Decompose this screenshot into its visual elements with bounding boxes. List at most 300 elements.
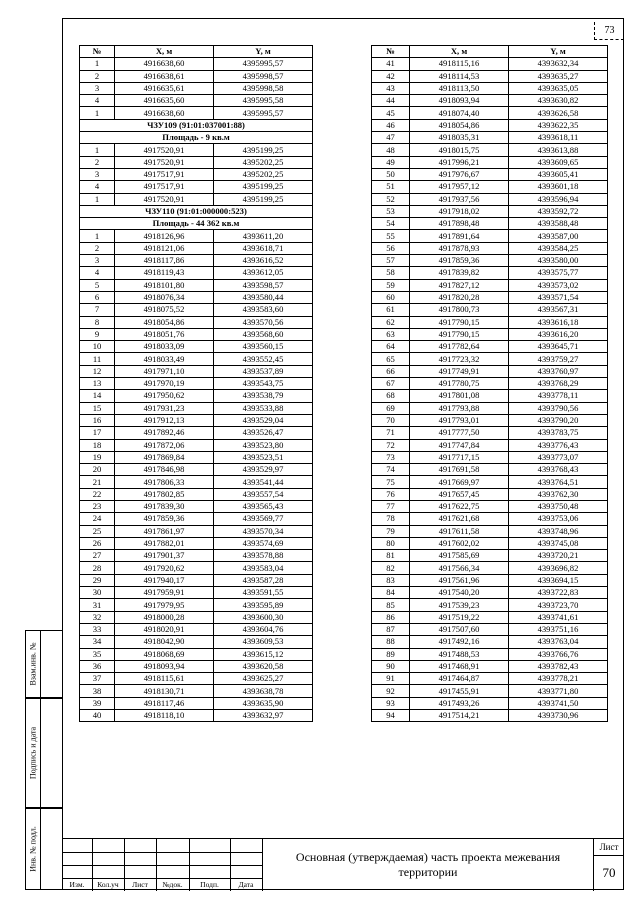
x-coordinate-cell: 4918074,40	[410, 107, 509, 119]
x-coordinate-cell: 4917517,91	[115, 181, 214, 193]
x-coordinate-cell: 4917519,22	[410, 611, 509, 623]
table-row	[372, 402, 608, 414]
point-number-cell: 66	[372, 365, 410, 377]
y-coordinate-cell: 4393573,02	[509, 279, 608, 291]
y-coordinate-cell: 4393612,05	[214, 267, 313, 279]
point-number-cell: 65	[372, 353, 410, 365]
table-row	[80, 242, 313, 254]
table-row	[372, 710, 608, 722]
x-coordinate-cell: 4918000,28	[115, 611, 214, 623]
table-row	[80, 365, 313, 377]
x-coordinate-cell: 4917827,12	[410, 279, 509, 291]
stamp-col-sheet: Лист	[132, 880, 148, 889]
x-coordinate-cell: 4917898,48	[410, 218, 509, 230]
point-number-cell: 1	[80, 144, 115, 156]
title-block	[62, 838, 624, 891]
table-row	[372, 500, 608, 512]
y-coordinate-cell: 4395998,58	[214, 82, 313, 94]
y-coordinate-cell: 4393778,21	[509, 673, 608, 685]
x-coordinate-cell: 4917950,62	[115, 390, 214, 402]
point-number-cell: 1	[80, 193, 115, 205]
x-coordinate-cell: 4917869,84	[115, 451, 214, 463]
y-coordinate-cell: 4393567,31	[509, 304, 608, 316]
x-coordinate-cell: 4917507,60	[410, 623, 509, 635]
point-number-cell: 31	[80, 599, 115, 611]
y-coordinate-cell: 4393600,30	[214, 611, 313, 623]
y-coordinate-cell: 4393790,20	[509, 414, 608, 426]
table-row	[372, 562, 608, 574]
y-coordinate-cell: 4393523,51	[214, 451, 313, 463]
y-coordinate-cell: 4393750,48	[509, 500, 608, 512]
point-number-cell: 70	[372, 414, 410, 426]
table-row	[80, 230, 313, 242]
x-coordinate-cell: 4917892,46	[115, 427, 214, 439]
revision-grid	[62, 839, 262, 891]
section-title: ЧЗУ110 (91:01:000000:523)	[80, 205, 313, 217]
table-row	[80, 144, 313, 156]
table-row	[372, 316, 608, 328]
x-coordinate-cell: 4917859,36	[410, 255, 509, 267]
point-number-cell: 22	[80, 488, 115, 500]
x-coordinate-cell: 4917820,28	[410, 291, 509, 303]
point-number-cell: 19	[80, 451, 115, 463]
y-coordinate-cell: 4393620,58	[214, 660, 313, 672]
stamp-col-count: Кол.уч	[97, 880, 119, 889]
y-coordinate-cell: 4393580,00	[509, 255, 608, 267]
table-row	[372, 599, 608, 611]
y-coordinate-cell: 4393722,83	[509, 587, 608, 599]
table-row	[372, 685, 608, 697]
point-number-cell: 26	[80, 537, 115, 549]
point-number-cell: 37	[80, 673, 115, 685]
section-title: Площадь - 44 362 кв.м	[80, 218, 313, 230]
table-row	[80, 58, 313, 70]
table-row	[372, 673, 608, 685]
point-number-cell: 42	[372, 70, 410, 82]
point-number-cell: 12	[80, 365, 115, 377]
point-number-cell: 35	[80, 648, 115, 660]
x-coordinate-cell: 4917891,64	[410, 230, 509, 242]
x-coordinate-cell: 4917793,88	[410, 402, 509, 414]
table-row	[372, 168, 608, 180]
y-coordinate-cell: 4393694,15	[509, 574, 608, 586]
x-coordinate-cell: 4917488,53	[410, 648, 509, 660]
x-coordinate-cell: 4918119,43	[115, 267, 214, 279]
point-number-cell: 39	[80, 697, 115, 709]
table-row	[372, 636, 608, 648]
sheet-number: 73	[594, 22, 624, 40]
table-row	[80, 673, 313, 685]
point-number-cell: 72	[372, 439, 410, 451]
y-coordinate-cell: 4393790,56	[509, 402, 608, 414]
x-coordinate-cell: 4917621,68	[410, 513, 509, 525]
table-row	[80, 464, 313, 476]
y-coordinate-cell: 4393782,43	[509, 660, 608, 672]
x-coordinate-cell: 4917959,91	[115, 587, 214, 599]
point-number-cell: 57	[372, 255, 410, 267]
side-box-replacement	[25, 630, 62, 698]
y-coordinate-cell: 4393768,43	[509, 464, 608, 476]
table-row	[80, 427, 313, 439]
y-coordinate-cell: 4393720,21	[509, 550, 608, 562]
y-coordinate-cell: 4393773,07	[509, 451, 608, 463]
point-number-cell: 9	[80, 328, 115, 340]
y-coordinate-cell: 4393764,51	[509, 476, 608, 488]
table-row	[372, 267, 608, 279]
x-coordinate-cell: 4918035,31	[410, 132, 509, 144]
y-coordinate-cell: 4393696,82	[509, 562, 608, 574]
point-number-cell: 76	[372, 488, 410, 500]
sheet-page-number: 70	[602, 865, 616, 880]
table-row	[80, 70, 313, 82]
point-number-cell: 60	[372, 291, 410, 303]
point-number-cell: 69	[372, 402, 410, 414]
x-coordinate-cell: 4917957,12	[410, 181, 509, 193]
y-coordinate-cell: 4393632,97	[214, 710, 313, 722]
y-coordinate-cell: 4393609,53	[214, 636, 313, 648]
point-number-cell: 33	[80, 623, 115, 635]
x-coordinate-cell: 4917493,26	[410, 697, 509, 709]
x-coordinate-cell: 4917801,08	[410, 390, 509, 402]
x-coordinate-cell: 4917455,91	[410, 685, 509, 697]
y-coordinate-cell: 4393587,28	[214, 574, 313, 586]
point-number-cell: 2	[80, 242, 115, 254]
y-coordinate-cell: 4393601,18	[509, 181, 608, 193]
y-coordinate-cell: 4393538,79	[214, 390, 313, 402]
point-number-cell: 91	[372, 673, 410, 685]
x-coordinate-cell: 4918114,53	[410, 70, 509, 82]
point-number-cell: 82	[372, 562, 410, 574]
table-row	[372, 574, 608, 586]
point-number-cell: 15	[80, 402, 115, 414]
x-coordinate-cell: 4917872,06	[115, 439, 214, 451]
y-coordinate-cell: 4393537,89	[214, 365, 313, 377]
point-number-cell: 46	[372, 119, 410, 131]
x-coordinate-cell: 4917602,02	[410, 537, 509, 549]
table-row	[372, 648, 608, 660]
y-coordinate-cell: 4393613,88	[509, 144, 608, 156]
y-coordinate-cell: 4393529,04	[214, 414, 313, 426]
side-box-signature	[25, 698, 62, 808]
point-number-cell: 53	[372, 205, 410, 217]
x-coordinate-cell: 4917749,91	[410, 365, 509, 377]
point-number-cell: 36	[80, 660, 115, 672]
table-row	[372, 230, 608, 242]
table-row	[372, 205, 608, 217]
y-coordinate-cell: 4393638,78	[214, 685, 313, 697]
point-number-cell: 47	[372, 132, 410, 144]
point-number-cell: 40	[80, 710, 115, 722]
table-row	[372, 156, 608, 168]
y-coordinate-cell: 4393762,30	[509, 488, 608, 500]
point-number-cell: 13	[80, 378, 115, 390]
point-number-cell: 17	[80, 427, 115, 439]
x-coordinate-cell: 4917691,58	[410, 464, 509, 476]
y-coordinate-cell: 4393630,82	[509, 95, 608, 107]
table-row	[80, 611, 313, 623]
y-coordinate-cell: 4393584,25	[509, 242, 608, 254]
point-number-cell: 2	[80, 156, 115, 168]
point-number-cell: 6	[80, 291, 115, 303]
x-coordinate-cell: 4917793,01	[410, 414, 509, 426]
table-row	[372, 660, 608, 672]
point-number-cell: 67	[372, 378, 410, 390]
point-number-cell: 14	[80, 390, 115, 402]
table-row	[372, 242, 608, 254]
x-coordinate-cell: 4917669,97	[410, 476, 509, 488]
x-coordinate-cell: 4917723,32	[410, 353, 509, 365]
x-coordinate-cell: 4917971,10	[115, 365, 214, 377]
table-row	[80, 267, 313, 279]
x-coordinate-cell: 4916638,60	[115, 58, 214, 70]
header-y: Y, м	[509, 46, 608, 58]
table-row	[372, 353, 608, 365]
x-coordinate-cell: 4917468,91	[410, 660, 509, 672]
point-number-cell: 30	[80, 587, 115, 599]
y-coordinate-cell: 4393618,11	[509, 132, 608, 144]
x-coordinate-cell: 4917517,91	[115, 168, 214, 180]
y-coordinate-cell: 4395199,25	[214, 181, 313, 193]
y-coordinate-cell: 4393583,60	[214, 304, 313, 316]
point-number-cell: 11	[80, 353, 115, 365]
point-number-cell: 28	[80, 562, 115, 574]
table-row	[372, 132, 608, 144]
y-coordinate-cell: 4393611,20	[214, 230, 313, 242]
table-row	[80, 550, 313, 562]
table-row	[372, 291, 608, 303]
point-number-cell: 86	[372, 611, 410, 623]
x-coordinate-cell: 4918015,75	[410, 144, 509, 156]
x-coordinate-cell: 4917790,15	[410, 316, 509, 328]
point-number-cell: 38	[80, 685, 115, 697]
table-row	[372, 611, 608, 623]
y-coordinate-cell: 4395995,57	[214, 107, 313, 119]
point-number-cell: 51	[372, 181, 410, 193]
y-coordinate-cell: 4393751,16	[509, 623, 608, 635]
section-row	[80, 218, 313, 230]
table-row	[372, 537, 608, 549]
section-row	[80, 205, 313, 217]
point-number-cell: 34	[80, 636, 115, 648]
y-coordinate-cell: 4393632,34	[509, 58, 608, 70]
side-label-signature: Подпись и дата	[28, 726, 38, 780]
stamp-col-date: Дата	[238, 880, 254, 889]
table-row	[372, 144, 608, 156]
point-number-cell: 20	[80, 464, 115, 476]
point-number-cell: 55	[372, 230, 410, 242]
point-number-cell: 79	[372, 525, 410, 537]
x-coordinate-cell: 4917882,01	[115, 537, 214, 549]
table-row	[372, 95, 608, 107]
table-row	[80, 291, 313, 303]
y-coordinate-cell: 4393635,90	[214, 697, 313, 709]
point-number-cell: 84	[372, 587, 410, 599]
y-coordinate-cell: 4393596,94	[509, 193, 608, 205]
side-label-replacement: Взам.инв. №	[28, 642, 38, 686]
y-coordinate-cell: 4393604,76	[214, 623, 313, 635]
side-label-inventory: Инв. № подл.	[28, 826, 38, 872]
x-coordinate-cell: 4917996,21	[410, 156, 509, 168]
y-coordinate-cell: 4393741,61	[509, 611, 608, 623]
point-number-cell: 3	[80, 82, 115, 94]
x-coordinate-cell: 4917800,73	[410, 304, 509, 316]
y-coordinate-cell: 4393580,44	[214, 291, 313, 303]
y-coordinate-cell: 4393625,27	[214, 673, 313, 685]
side-box-inventory	[25, 808, 62, 890]
table-row	[80, 537, 313, 549]
table-row	[80, 156, 313, 168]
point-number-cell: 29	[80, 574, 115, 586]
y-coordinate-cell: 4393583,04	[214, 562, 313, 574]
y-coordinate-cell: 4393768,29	[509, 378, 608, 390]
y-coordinate-cell: 4393723,70	[509, 599, 608, 611]
table-row	[372, 107, 608, 119]
table-row	[372, 193, 608, 205]
y-coordinate-cell: 4393753,06	[509, 513, 608, 525]
x-coordinate-cell: 4917940,17	[115, 574, 214, 586]
y-coordinate-cell: 4393771,80	[509, 685, 608, 697]
y-coordinate-cell: 4395995,58	[214, 95, 313, 107]
table-row	[372, 82, 608, 94]
table-row	[80, 525, 313, 537]
point-number-cell: 93	[372, 697, 410, 709]
point-number-cell: 92	[372, 685, 410, 697]
table-row	[80, 279, 313, 291]
table-row	[80, 636, 313, 648]
x-coordinate-cell: 4917846,98	[115, 464, 214, 476]
header-y: Y, м	[214, 46, 313, 58]
point-number-cell: 27	[80, 550, 115, 562]
y-coordinate-cell: 4393565,43	[214, 500, 313, 512]
y-coordinate-cell: 4395998,57	[214, 70, 313, 82]
point-number-cell: 23	[80, 500, 115, 512]
y-coordinate-cell: 4393615,12	[214, 648, 313, 660]
point-number-cell: 16	[80, 414, 115, 426]
y-coordinate-cell: 4395199,25	[214, 144, 313, 156]
y-coordinate-cell: 4393568,60	[214, 328, 313, 340]
table-row	[80, 353, 313, 365]
x-coordinate-cell: 4918121,06	[115, 242, 214, 254]
x-coordinate-cell: 4917520,91	[115, 193, 214, 205]
stamp-col-change: Изм.	[69, 880, 85, 889]
table-row	[372, 378, 608, 390]
x-coordinate-cell: 4917839,30	[115, 500, 214, 512]
y-coordinate-cell: 4393588,48	[509, 218, 608, 230]
x-coordinate-cell: 4917585,69	[410, 550, 509, 562]
x-coordinate-cell: 4918093,94	[115, 660, 214, 672]
table-row	[372, 328, 608, 340]
y-coordinate-cell: 4393587,00	[509, 230, 608, 242]
table-row	[80, 488, 313, 500]
table-row	[80, 378, 313, 390]
table-row	[80, 181, 313, 193]
x-coordinate-cell: 4918075,52	[115, 304, 214, 316]
x-coordinate-cell: 4917657,45	[410, 488, 509, 500]
table-row	[372, 119, 608, 131]
point-number-cell: 62	[372, 316, 410, 328]
x-coordinate-cell: 4917520,91	[115, 144, 214, 156]
table-row	[372, 279, 608, 291]
point-number-cell: 21	[80, 476, 115, 488]
table-row	[80, 500, 313, 512]
header-x: X, м	[410, 46, 509, 58]
x-coordinate-cell: 4917520,91	[115, 156, 214, 168]
point-number-cell: 88	[372, 636, 410, 648]
y-coordinate-cell: 4393543,75	[214, 378, 313, 390]
header-number: №	[80, 46, 115, 58]
y-coordinate-cell: 4393730,96	[509, 710, 608, 722]
point-number-cell: 75	[372, 476, 410, 488]
table-row	[80, 168, 313, 180]
x-coordinate-cell: 4917777,50	[410, 427, 509, 439]
table-row	[372, 255, 608, 267]
x-coordinate-cell: 4918042,90	[115, 636, 214, 648]
point-number-cell: 41	[372, 58, 410, 70]
y-coordinate-cell: 4393557,54	[214, 488, 313, 500]
point-number-cell: 2	[80, 70, 115, 82]
table-row	[80, 390, 313, 402]
y-coordinate-cell: 4393570,34	[214, 525, 313, 537]
y-coordinate-cell: 4393569,77	[214, 513, 313, 525]
y-coordinate-cell: 4395202,25	[214, 156, 313, 168]
table-row	[80, 648, 313, 660]
table-row	[80, 341, 313, 353]
point-number-cell: 4	[80, 181, 115, 193]
point-number-cell: 81	[372, 550, 410, 562]
x-coordinate-cell: 4916635,60	[115, 95, 214, 107]
x-coordinate-cell: 4918117,46	[115, 697, 214, 709]
stamp-col-sign: Подп.	[200, 880, 219, 889]
x-coordinate-cell: 4917622,75	[410, 500, 509, 512]
table-row	[372, 390, 608, 402]
table-row	[372, 218, 608, 230]
y-coordinate-cell: 4393529,97	[214, 464, 313, 476]
table-row	[80, 402, 313, 414]
x-coordinate-cell: 4918054,86	[115, 316, 214, 328]
point-number-cell: 3	[80, 255, 115, 267]
header-row	[372, 46, 608, 58]
table-row	[372, 464, 608, 476]
point-number-cell: 4	[80, 267, 115, 279]
x-coordinate-cell: 4918051,76	[115, 328, 214, 340]
point-number-cell: 25	[80, 525, 115, 537]
x-coordinate-cell: 4917611,58	[410, 525, 509, 537]
table-row	[80, 95, 313, 107]
point-number-cell: 90	[372, 660, 410, 672]
header-row	[80, 46, 313, 58]
x-coordinate-cell: 4917839,82	[410, 267, 509, 279]
x-coordinate-cell: 4917931,23	[115, 402, 214, 414]
table-row	[80, 439, 313, 451]
y-coordinate-cell: 4393766,76	[509, 648, 608, 660]
x-coordinate-cell: 4918054,86	[410, 119, 509, 131]
x-coordinate-cell: 4917912,13	[115, 414, 214, 426]
point-number-cell: 77	[372, 500, 410, 512]
y-coordinate-cell: 4393571,54	[509, 291, 608, 303]
table-row	[80, 255, 313, 267]
stamp-col-doc: №док.	[162, 880, 183, 889]
table-row	[80, 623, 313, 635]
y-coordinate-cell: 4393778,11	[509, 390, 608, 402]
point-number-cell: 5	[80, 279, 115, 291]
x-coordinate-cell: 4918093,94	[410, 95, 509, 107]
table-row	[372, 550, 608, 562]
point-number-cell: 48	[372, 144, 410, 156]
table-row	[80, 476, 313, 488]
x-coordinate-cell: 4917539,23	[410, 599, 509, 611]
y-coordinate-cell: 4393760,97	[509, 365, 608, 377]
y-coordinate-cell: 4393635,27	[509, 70, 608, 82]
